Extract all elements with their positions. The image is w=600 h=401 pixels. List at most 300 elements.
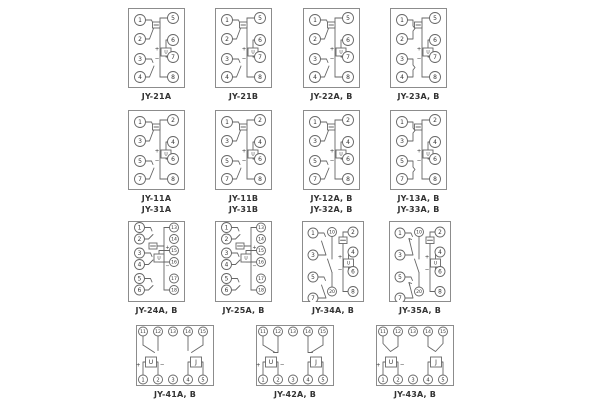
svg-text:2: 2	[400, 36, 404, 44]
relay-schematic	[390, 110, 447, 190]
polarity-minus: −	[241, 56, 247, 63]
terminal-2	[274, 375, 283, 384]
svg-text:2: 2	[137, 237, 142, 244]
terminal-3	[289, 375, 298, 384]
terminal-4	[184, 375, 193, 384]
svg-text:8: 8	[171, 74, 175, 82]
terminal-3	[397, 54, 408, 65]
terminal-1	[259, 375, 268, 384]
diagram-label: JY-43A, B	[393, 390, 437, 399]
svg-text:15: 15	[258, 249, 264, 255]
diagram-label: JY-31A	[141, 204, 172, 214]
terminal-5	[135, 274, 145, 284]
terminal-11	[259, 327, 268, 336]
svg-text:2: 2	[276, 377, 280, 384]
svg-text:2: 2	[313, 36, 317, 44]
terminal-7	[397, 174, 408, 185]
polarity-plus: +	[376, 362, 381, 369]
svg-text:7: 7	[398, 296, 402, 302]
relay-diagram-jy11b31b	[215, 110, 272, 190]
diagram-label: JY-42A, B	[273, 390, 317, 399]
svg-text:1: 1	[138, 17, 142, 25]
svg-text:7: 7	[400, 176, 404, 184]
terminal-3	[395, 250, 405, 260]
terminal-4	[435, 247, 445, 257]
terminal-2	[310, 34, 321, 45]
svg-text:4: 4	[186, 377, 190, 384]
terminal-13	[169, 327, 178, 336]
terminal-5	[222, 156, 233, 167]
svg-text:5: 5	[224, 276, 229, 283]
terminal-8	[430, 72, 441, 83]
terminal-13	[409, 327, 418, 336]
polarity-minus: −	[329, 158, 335, 165]
svg-text:5: 5	[321, 377, 325, 384]
terminal-2	[154, 375, 163, 384]
terminal-15	[319, 327, 328, 336]
coil-symbol	[191, 357, 202, 367]
terminal-6	[255, 154, 266, 165]
terminal-8	[435, 287, 445, 297]
polarity-minus: −	[424, 267, 430, 273]
terminal-17	[257, 274, 266, 283]
terminal-6	[343, 35, 354, 46]
coil-symbol	[386, 357, 397, 367]
resistor-symbol	[426, 237, 434, 244]
svg-text:15: 15	[440, 330, 446, 336]
svg-text:7: 7	[346, 54, 350, 62]
svg-text:J: J	[195, 359, 197, 367]
svg-text:U: U	[251, 50, 255, 56]
terminal-8	[430, 174, 441, 185]
svg-text:U: U	[346, 261, 351, 267]
terminal-2	[222, 34, 233, 45]
svg-text:11: 11	[380, 330, 386, 336]
terminal-5	[439, 375, 448, 384]
terminal-1	[135, 15, 146, 26]
terminal-18	[257, 286, 266, 295]
terminal-4	[397, 72, 408, 83]
svg-text:5: 5	[311, 275, 315, 282]
svg-text:6: 6	[171, 37, 175, 45]
svg-text:8: 8	[433, 176, 437, 184]
svg-text:17: 17	[171, 277, 177, 283]
relay-schematic	[256, 325, 334, 386]
relay-diagram-jy34ab	[302, 221, 364, 302]
terminal-1	[397, 15, 408, 26]
terminal-1	[222, 117, 233, 128]
terminal-5	[319, 375, 328, 384]
svg-text:3: 3	[313, 56, 317, 64]
svg-text:5: 5	[258, 15, 262, 23]
svg-text:5: 5	[225, 158, 229, 166]
svg-text:7: 7	[311, 296, 315, 302]
terminal-6	[168, 35, 179, 46]
terminal-2	[435, 227, 445, 237]
coil-symbol	[431, 259, 441, 267]
svg-text:1: 1	[224, 225, 229, 232]
relay-diagram-jy43ab	[376, 325, 454, 386]
svg-text:7: 7	[313, 176, 317, 184]
terminal-8	[343, 72, 354, 83]
polarity-minus: −	[154, 56, 160, 63]
svg-text:5: 5	[433, 15, 437, 23]
resistor-symbol	[236, 243, 244, 249]
svg-text:2: 2	[258, 117, 262, 125]
terminal-6	[430, 154, 441, 165]
svg-text:15: 15	[200, 330, 206, 336]
relay-diagram-jy42ab	[256, 325, 334, 386]
svg-text:U: U	[426, 152, 430, 158]
terminal-1	[310, 117, 321, 128]
svg-text:U: U	[339, 152, 343, 158]
svg-text:11: 11	[260, 330, 266, 336]
terminal-6	[135, 285, 145, 295]
svg-text:8: 8	[258, 74, 262, 82]
terminal-4	[255, 137, 266, 148]
polarity-plus: +	[241, 148, 247, 155]
svg-text:15: 15	[171, 249, 177, 255]
svg-text:1: 1	[225, 17, 229, 25]
svg-text:2: 2	[346, 117, 350, 125]
polarity-minus: −	[252, 263, 257, 270]
svg-text:11: 11	[140, 330, 146, 336]
svg-text:6: 6	[346, 156, 350, 164]
polarity-minus: −	[416, 56, 422, 63]
coil-symbol	[311, 357, 322, 367]
terminal-3	[135, 54, 146, 65]
terminal-5	[395, 272, 405, 282]
terminal-5	[199, 375, 208, 384]
relay-diagram-jy21a	[128, 8, 185, 88]
terminal-3	[135, 136, 146, 147]
svg-text:4: 4	[438, 250, 442, 257]
resistor-symbol	[339, 237, 347, 244]
svg-text:13: 13	[290, 330, 296, 336]
diagram-label: JY-24A, B	[135, 306, 178, 315]
svg-text:7: 7	[225, 176, 229, 184]
svg-text:2: 2	[138, 36, 142, 44]
terminal-14	[257, 235, 266, 244]
svg-text:2: 2	[156, 377, 160, 384]
relay-schematic	[136, 325, 214, 386]
terminal-20	[328, 287, 337, 296]
svg-text:13: 13	[170, 330, 176, 336]
relay-diagram-jy23ab	[390, 8, 447, 88]
diagram-label: JY-11A	[141, 194, 172, 203]
diagram-label: JY-13A, B	[397, 194, 440, 203]
polarity-plus: +	[154, 148, 160, 155]
terminal-6	[430, 35, 441, 46]
svg-text:5: 5	[201, 377, 205, 384]
terminal-15	[257, 246, 266, 255]
terminal-8	[255, 174, 266, 185]
terminal-12	[154, 327, 163, 336]
svg-text:6: 6	[258, 37, 262, 45]
relay-schematic	[128, 8, 185, 88]
svg-text:1: 1	[225, 119, 229, 127]
polarity-minus: −	[154, 158, 160, 165]
diagram-label: JY-21A	[141, 92, 172, 101]
svg-text:6: 6	[351, 269, 355, 276]
relay-schematic	[215, 221, 272, 302]
relay-diagram-jy13ab33ab	[390, 110, 447, 190]
svg-text:U: U	[164, 152, 168, 158]
relay-schematic	[303, 110, 360, 190]
polarity-plus: +	[329, 46, 335, 53]
terminal-8	[168, 174, 179, 185]
terminal-16	[257, 258, 266, 267]
resistor-symbol	[328, 124, 336, 130]
svg-text:4: 4	[258, 139, 262, 147]
terminal-18	[170, 286, 179, 295]
terminal-1	[139, 375, 148, 384]
svg-text:5: 5	[441, 377, 445, 384]
terminal-5	[222, 274, 232, 284]
svg-text:1: 1	[141, 377, 145, 384]
relay-diagram-jy41ab	[136, 325, 214, 386]
svg-text:2: 2	[171, 117, 175, 125]
terminal-7	[343, 52, 354, 63]
svg-text:2: 2	[438, 230, 442, 237]
svg-text:4: 4	[351, 250, 355, 257]
relay-schematic	[390, 8, 447, 88]
svg-text:6: 6	[171, 156, 175, 164]
svg-text:16: 16	[258, 260, 264, 266]
terminal-16	[170, 258, 179, 267]
svg-text:7: 7	[171, 54, 175, 62]
svg-text:4: 4	[138, 74, 142, 82]
terminal-2	[430, 115, 441, 126]
svg-text:U: U	[339, 50, 343, 56]
relay-diagram-jy35ab	[389, 221, 451, 302]
terminal-1	[310, 15, 321, 26]
svg-text:12: 12	[275, 330, 281, 336]
terminal-5	[255, 13, 266, 24]
terminal-2	[168, 115, 179, 126]
svg-text:6: 6	[438, 269, 442, 276]
svg-text:U: U	[164, 50, 168, 56]
svg-text:20: 20	[329, 290, 335, 296]
terminal-4	[222, 72, 233, 83]
diagram-label: JY-12A, B	[310, 194, 353, 203]
terminal-15	[439, 327, 448, 336]
terminal-3	[310, 136, 321, 147]
polarity-minus: −	[159, 362, 165, 369]
terminal-14	[170, 235, 179, 244]
svg-text:3: 3	[398, 253, 402, 260]
terminal-6	[343, 154, 354, 165]
terminal-15	[170, 246, 179, 255]
svg-text:16: 16	[171, 260, 177, 266]
terminal-5	[308, 272, 318, 282]
terminal-2	[255, 115, 266, 126]
terminal-3	[135, 248, 145, 258]
resistor-symbol	[415, 22, 423, 28]
svg-text:8: 8	[438, 289, 442, 296]
coil-symbol	[431, 357, 442, 367]
coil-symbol	[146, 357, 157, 367]
terminal-2	[397, 34, 408, 45]
svg-text:1: 1	[137, 225, 142, 232]
terminal-3	[222, 248, 232, 258]
polarity-plus: +	[416, 46, 422, 53]
svg-text:10: 10	[329, 230, 335, 236]
coil-symbol	[344, 259, 354, 267]
terminal-7	[135, 174, 146, 185]
terminal-2	[348, 227, 358, 237]
terminal-1	[379, 375, 388, 384]
svg-text:18: 18	[258, 288, 264, 294]
resistor-symbol	[240, 22, 248, 28]
resistor-symbol	[415, 124, 423, 130]
svg-text:2: 2	[225, 36, 229, 44]
svg-text:3: 3	[171, 377, 175, 384]
svg-text:3: 3	[291, 377, 295, 384]
terminal-7	[168, 52, 179, 63]
relay-schematic	[376, 325, 454, 386]
diagram-label: JY-25A, B	[222, 306, 265, 315]
terminal-8	[343, 174, 354, 185]
svg-text:2: 2	[351, 230, 355, 237]
terminal-15	[199, 327, 208, 336]
svg-text:18: 18	[171, 288, 177, 294]
svg-text:3: 3	[137, 251, 142, 258]
svg-text:U: U	[426, 50, 430, 56]
terminal-1	[135, 223, 145, 233]
diagram-label: JY-32A, B	[310, 204, 353, 214]
terminal-4	[304, 375, 313, 384]
terminal-3	[222, 54, 233, 65]
diagram-label: JY-31B	[228, 204, 259, 214]
svg-text:15: 15	[320, 330, 326, 336]
terminal-5	[310, 156, 321, 167]
svg-text:8: 8	[433, 74, 437, 82]
resistor-symbol	[328, 22, 336, 28]
relay-diagram-jy11a31a	[128, 110, 185, 190]
relay-diagram-jy21b	[215, 8, 272, 88]
relay-diagram-jy22ab	[303, 8, 360, 88]
svg-text:5: 5	[400, 158, 404, 166]
resistor-symbol	[153, 22, 161, 28]
svg-text:U: U	[388, 359, 394, 367]
relay-schematic	[128, 110, 185, 190]
svg-text:17: 17	[258, 277, 264, 283]
terminal-5	[397, 156, 408, 167]
relay-schematic	[302, 221, 364, 302]
terminal-7	[395, 293, 405, 302]
coil-symbol	[266, 357, 277, 367]
terminal-3	[310, 54, 321, 65]
svg-text:3: 3	[313, 138, 317, 146]
terminal-4	[135, 72, 146, 83]
diagram-label: JY-11B	[228, 194, 259, 203]
svg-text:14: 14	[185, 330, 191, 336]
terminal-4	[310, 72, 321, 83]
terminal-13	[170, 223, 179, 232]
svg-text:6: 6	[433, 156, 437, 164]
svg-text:7: 7	[433, 54, 437, 62]
svg-text:U: U	[244, 256, 248, 262]
resistor-symbol	[153, 124, 161, 130]
terminal-13	[289, 327, 298, 336]
terminal-1	[222, 15, 233, 26]
polarity-plus: +	[329, 148, 335, 155]
coil-symbol	[154, 254, 164, 262]
polarity-plus: +	[424, 254, 430, 261]
diagram-label: JY-35A, B	[398, 306, 442, 315]
polarity-minus: −	[329, 56, 335, 63]
relay-schematic	[389, 221, 451, 302]
svg-text:3: 3	[311, 253, 315, 260]
svg-text:4: 4	[306, 377, 310, 384]
terminal-1	[397, 117, 408, 128]
relay-schematic	[128, 221, 185, 302]
terminal-5	[430, 13, 441, 24]
svg-text:12: 12	[395, 330, 401, 336]
svg-text:1: 1	[400, 17, 404, 25]
svg-text:6: 6	[346, 37, 350, 45]
polarity-plus: +	[416, 148, 422, 155]
terminal-6	[435, 267, 445, 277]
terminal-7	[310, 174, 321, 185]
polarity-plus: +	[337, 254, 343, 261]
terminal-4	[348, 247, 358, 257]
terminal-20	[415, 287, 424, 296]
terminal-5	[343, 13, 354, 24]
svg-text:3: 3	[224, 251, 229, 258]
relay-diagram-jy24ab	[128, 221, 185, 302]
svg-text:13: 13	[258, 226, 264, 232]
polarity-plus: +	[136, 362, 141, 369]
relay-schematic	[303, 8, 360, 88]
terminal-11	[139, 327, 148, 336]
terminal-2	[135, 234, 145, 244]
svg-text:8: 8	[351, 289, 355, 296]
diagram-label: JY-41A, B	[153, 390, 197, 399]
polarity-plus: +	[165, 245, 170, 251]
terminal-5	[168, 13, 179, 24]
polarity-plus: +	[241, 46, 247, 53]
svg-text:U: U	[148, 359, 154, 367]
terminal-6	[255, 35, 266, 46]
svg-text:3: 3	[138, 56, 142, 64]
svg-text:U: U	[157, 256, 161, 262]
terminal-2	[394, 375, 403, 384]
svg-text:2: 2	[433, 117, 437, 125]
terminal-4	[424, 375, 433, 384]
svg-text:3: 3	[400, 138, 404, 146]
resistor-symbol	[240, 124, 248, 130]
diagram-label: JY-33A, B	[397, 204, 440, 214]
svg-text:5: 5	[138, 158, 142, 166]
diagram-label: JY-21B	[228, 92, 259, 101]
svg-text:U: U	[268, 359, 274, 367]
svg-text:6: 6	[258, 156, 262, 164]
svg-text:3: 3	[225, 138, 229, 146]
svg-text:4: 4	[171, 139, 175, 147]
svg-text:8: 8	[346, 176, 350, 184]
svg-text:5: 5	[171, 15, 175, 23]
terminal-2	[135, 34, 146, 45]
svg-text:3: 3	[225, 56, 229, 64]
terminal-4	[343, 137, 354, 148]
svg-text:4: 4	[224, 262, 229, 269]
terminal-1	[222, 223, 232, 233]
svg-text:13: 13	[410, 330, 416, 336]
terminal-7	[308, 293, 318, 302]
terminal-4	[168, 137, 179, 148]
